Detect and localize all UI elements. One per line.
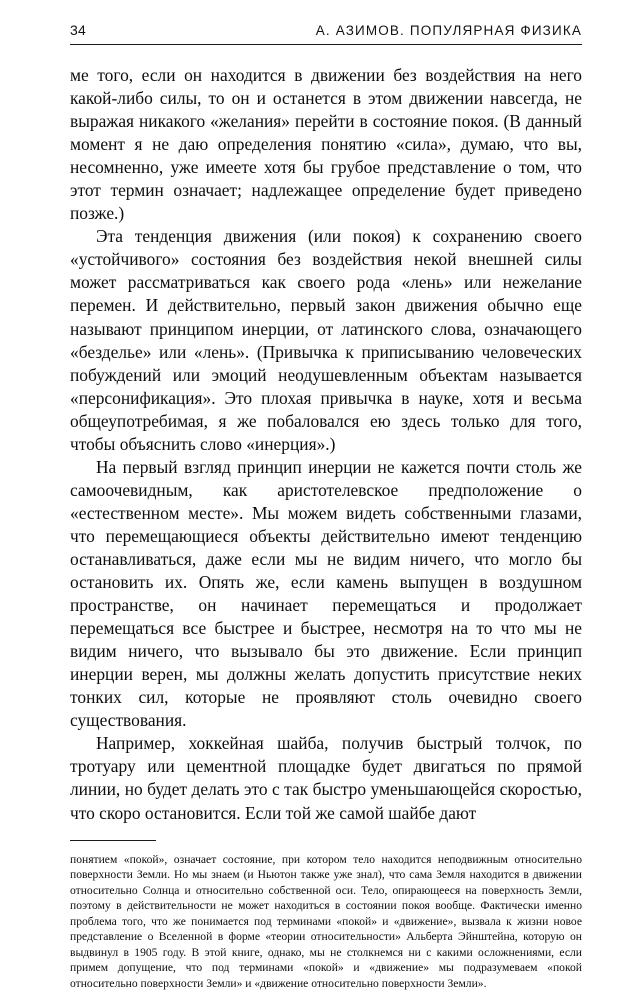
footnote bbox=[70, 852, 582, 992]
paragraph: На первый взгляд принцип инерции не кажется почти столь же самоочевидным, как аристотелевское предположение о «естественном месте». Мы можем видеть собственными глазами, что перемещающиеся объекты действительно имеют тенденцию останавливаться, даже если мы не видим ничего, что могло бы остановить их. Опять же, если камень выпущен в воздушном пространстве, он начинает перемещаться и продолжает перемещаться все быстрее и быстрее, несмотря на то что мы не видим ничего, что вызывало бы это движение. Если принцип инерции верен, мы должны желать допустить присутствие неких тонких сил, которые не проявляют столь очевидно своего существования. bbox=[70, 456, 582, 731]
footnote-text: понятием «покой», означает состояние, при котором тело находится неподвижным относительно поверхности Земли. Но мы знаем (и Ньютон также уже знал), что сама Земля находится в движении относительно Солнца и относительно собственной оси. Тело, опирающееся на поверхность Земли, поэтому в действительности не может находиться в состоянии покоя вообще. Фактически именно проблема того, что же понимается под терминами «покой» и «движение», вызвала к жизни новое представление о Вселенной в форме «теории относительности» Альберта Эйнштейна, которую он выдвинул в 1905 году. В этой книге, однако, мы не столкнемся ни с какими осложнениями, если примем допущение, что под терминами «покой» и «движение» мы подразумеваем «покой относительно поверхности Земли» и «движение относительно поверхности Земли». bbox=[70, 852, 582, 990]
footnote-separator bbox=[70, 840, 156, 841]
page-content bbox=[70, 22, 582, 991]
paragraph: Эта тенденция движения (или покоя) к сохранению своего «устойчивого» состояния без воздействия некой внешней силы может рассматриваться как своего рода «лень» или нежелание перемен. И действительно, первый закон движения обычно еще называют принципом инерции, от латинского слова, означающего «безделье» или «лень». (Привычка к приписыванию человеческих побуждений или эмоций неодушевленным объектам называется «персонификация». Это плохая привычка в науке, хотя и весьма общеупотребимая, я же побаловался ею здесь только для того, чтобы объяснить слово «инерция».) bbox=[70, 226, 582, 454]
paragraph: Например, хоккейная шайба, получив быстрый толчок, по тротуару или цементной площадке будет двигаться по прямой линии, но будет делать это с так быстро уменьшающейся скоростью, что скоро остановится. Если той же самой шайбе дают bbox=[70, 733, 582, 823]
running-title: А. АЗИМОВ. ПОПУЛЯРНАЯ ФИЗИКА bbox=[315, 23, 582, 38]
running-head bbox=[70, 22, 582, 44]
page-number: 34 bbox=[70, 22, 86, 38]
header-rule bbox=[70, 44, 582, 45]
body-text bbox=[70, 64, 582, 825]
paragraph-continuation: ме того, если он находится в движении без воздействия на него какой-либо силы, то он и останется в этом движении навсегда, не выражая никакого «желания» перейти в состояние покоя. (В данный момент я не даю определения понятию «сила», думаю, что вы, несомненно, уже имеете хотя бы грубое представление о том, что этот термин означает; надлежащее определение будет приведено позже.) bbox=[70, 65, 582, 224]
